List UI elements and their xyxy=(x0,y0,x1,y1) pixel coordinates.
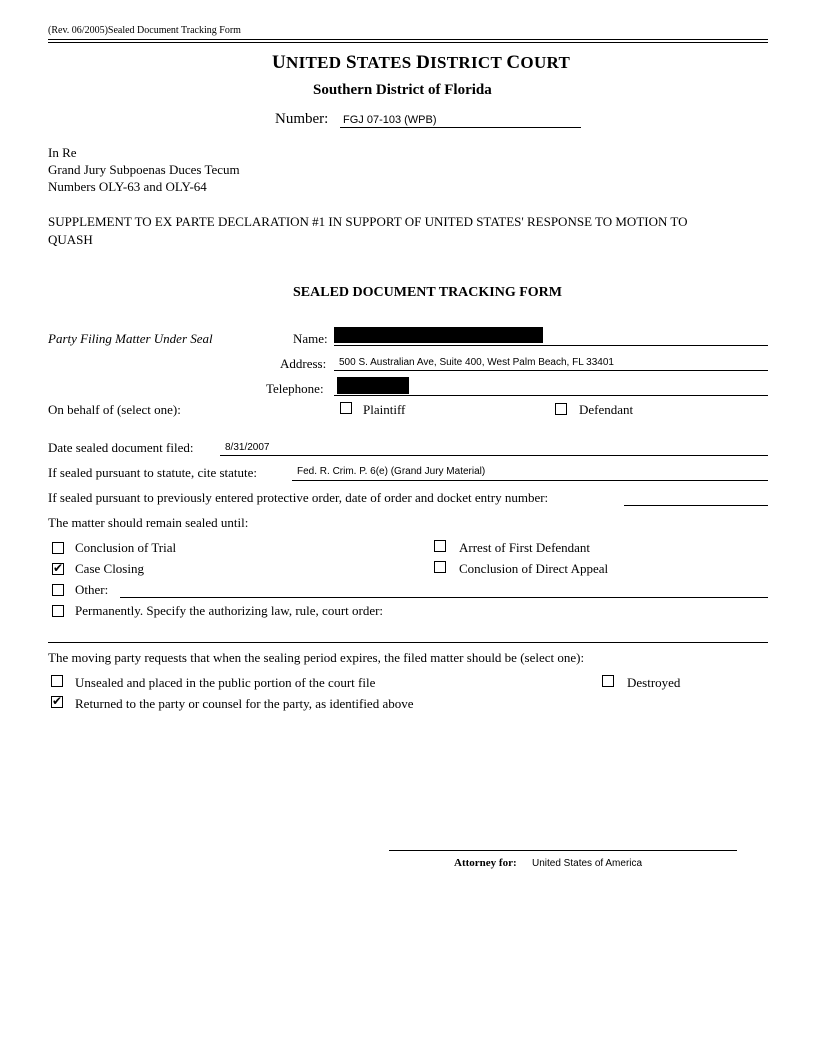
direct-appeal-label: Conclusion of Direct Appeal xyxy=(459,561,609,576)
form-revision: (Rev. 06/2005)Sealed Document Tracking Form xyxy=(48,25,241,36)
other-checkbox[interactable] xyxy=(52,584,64,596)
date-filed-value[interactable]: 8/31/2007 xyxy=(225,442,270,453)
name-label: Name: xyxy=(293,331,328,346)
case-number-value[interactable]: FGJ 07-103 (WPB) xyxy=(343,114,437,126)
date-filed-label: Date sealed document filed: xyxy=(48,440,194,455)
address-value[interactable]: 500 S. Australian Ave, Suite 400, West Palm Beach, FL 33401 xyxy=(339,357,614,368)
court-title-initial: D xyxy=(416,52,431,73)
arrest-first-defendant-label: Arrest of First Defendant xyxy=(459,540,591,555)
telephone-label: Telephone: xyxy=(266,381,324,396)
destroyed-checkbox[interactable] xyxy=(602,675,614,687)
statute-underline xyxy=(292,480,768,481)
document-title-cont: QUASH xyxy=(48,232,93,247)
plaintiff-label: Plaintiff xyxy=(363,402,406,417)
authorizing-law-underline[interactable] xyxy=(48,642,768,643)
case-closing-label: Case Closing xyxy=(75,561,144,576)
other-underline[interactable] xyxy=(120,597,768,598)
case-caption-line: Numbers OLY-63 and OLY-64 xyxy=(48,179,207,194)
header-rule-bottom xyxy=(48,42,768,43)
permanently-checkbox[interactable] xyxy=(52,605,64,617)
other-label: Other: xyxy=(75,582,109,597)
case-closing-checkbox[interactable]: ✔ xyxy=(53,561,64,575)
form-title: SEALED DOCUMENT TRACKING FORM xyxy=(293,285,563,300)
telephone-underline xyxy=(334,395,768,396)
address-underline xyxy=(334,370,768,371)
plaintiff-checkbox[interactable] xyxy=(340,402,352,414)
attorney-for-label: Attorney for: xyxy=(454,857,517,869)
court-title xyxy=(272,52,570,74)
defendant-label: Defendant xyxy=(579,402,634,417)
conclusion-trial-checkbox[interactable] xyxy=(52,542,64,554)
court-title-rest: OURT xyxy=(520,53,571,72)
protective-order-label: If sealed pursuant to previously entered protective order, date of order and docket entry number: xyxy=(48,490,549,505)
expiry-label: The moving party requests that when the sealing period expires, the filed matter should be (select one): xyxy=(48,650,585,665)
attorney-for-value: United States of America xyxy=(532,858,643,869)
returned-checkbox[interactable]: ✔ xyxy=(52,694,63,708)
defendant-checkbox[interactable] xyxy=(555,403,567,415)
permanently-label: Permanently. Specify the authorizing law, rule, court order: xyxy=(75,603,384,618)
protective-order-underline[interactable] xyxy=(624,505,768,506)
unsealed-checkbox[interactable] xyxy=(51,675,63,687)
court-title-initial: U xyxy=(272,52,287,73)
document-title: SUPPLEMENT TO EX PARTE DECLARATION #1 IN SUPPORT OF UNITED STATES' RESPONSE TO MOTION TO xyxy=(48,214,688,229)
date-filed-underline xyxy=(220,455,768,456)
party-section-label: Party Filing Matter Under Seal xyxy=(48,331,213,346)
court-title-rest: ISTRICT xyxy=(430,53,507,72)
signature-line[interactable] xyxy=(389,850,737,851)
case-caption-line: Grand Jury Subpoenas Duces Tecum xyxy=(48,162,240,177)
case-number-label: Number: xyxy=(275,111,329,127)
statute-label: If sealed pursuant to statute, cite statute: xyxy=(48,465,258,480)
in-re-label: In Re xyxy=(48,145,77,160)
court-title-rest: TATES xyxy=(356,53,417,72)
address-label: Address: xyxy=(280,356,327,371)
direct-appeal-checkbox[interactable] xyxy=(434,561,446,573)
name-underline xyxy=(334,345,768,346)
name-redaction xyxy=(334,327,543,343)
unsealed-label: Unsealed and placed in the public portion of the court file xyxy=(75,675,376,690)
conclusion-trial-label: Conclusion of Trial xyxy=(75,540,177,555)
behalf-label: On behalf of (select one): xyxy=(48,402,181,417)
arrest-first-defendant-checkbox[interactable] xyxy=(434,540,446,552)
case-number-underline xyxy=(340,127,581,128)
header-rule-top xyxy=(48,39,768,40)
court-title-initial: S xyxy=(345,52,357,73)
statute-value[interactable]: Fed. R. Crim. P. 6(e) (Grand Jury Material) xyxy=(297,466,486,477)
returned-label: Returned to the party or counsel for the party, as identified above xyxy=(75,696,414,711)
telephone-redaction xyxy=(337,377,409,394)
court-district: Southern District of Florida xyxy=(313,82,492,98)
remain-sealed-label: The matter should remain sealed until: xyxy=(48,515,249,530)
court-title-rest: NITED xyxy=(286,53,346,72)
court-title-initial: C xyxy=(506,52,521,73)
destroyed-label: Destroyed xyxy=(627,675,681,690)
